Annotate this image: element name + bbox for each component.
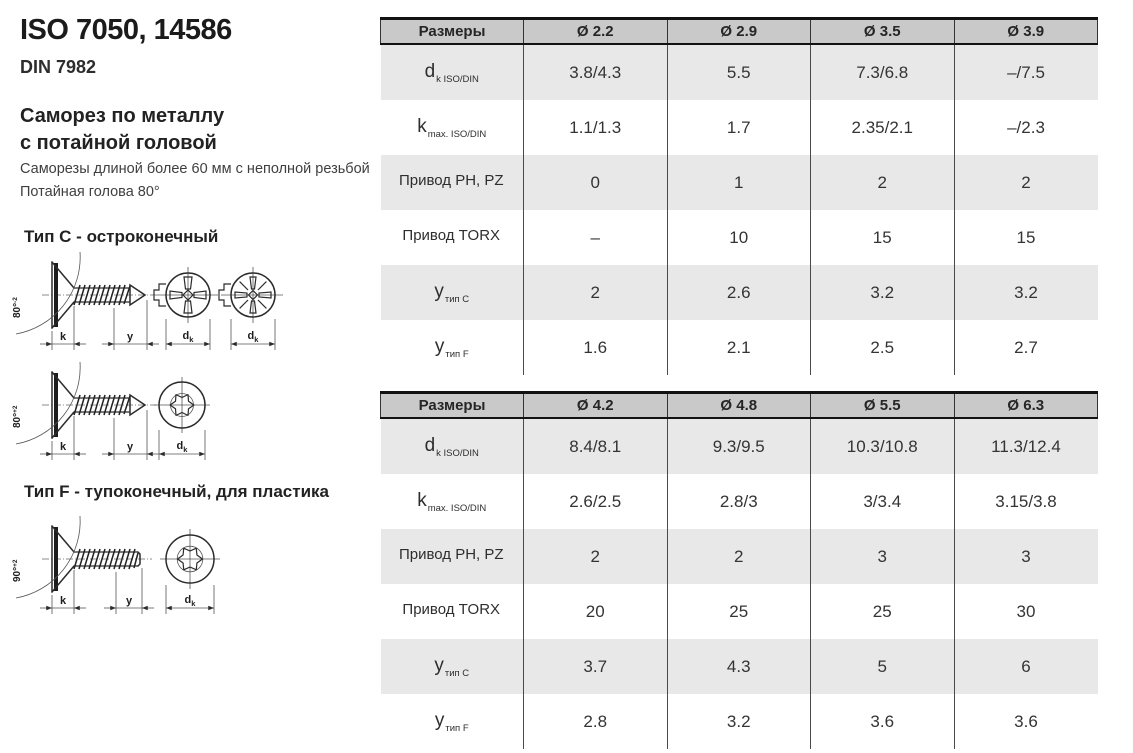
value-cell: 1.7: [667, 100, 811, 155]
value-cell: 6: [954, 639, 1098, 694]
dimension-k-label: k: [59, 331, 67, 343]
header-cell-sizes: Размеры: [381, 19, 524, 45]
value-cell: 3: [954, 529, 1098, 584]
dimension-y-label: y: [126, 441, 134, 453]
header-cell-sizes: Размеры: [381, 393, 524, 419]
value-cell: 3.7: [524, 639, 668, 694]
row-label: $k_{max. ISO/DIN}$: [381, 474, 524, 529]
recess-slot: [54, 527, 58, 591]
value-cell: 2.8: [524, 694, 668, 749]
recess-slot: [54, 373, 58, 437]
header-cell-diameter: Ø 2.9: [667, 19, 811, 45]
value-cell: –/7.5: [954, 44, 1098, 100]
angle-arc: [16, 516, 80, 598]
angle-arc: [16, 362, 80, 444]
description-line2: Потайная голова 80°: [20, 184, 160, 200]
value-cell: 7.3/6.8: [811, 44, 955, 100]
value-cell: 15: [954, 210, 1098, 265]
value-cell: 20: [524, 584, 668, 639]
value-cell: 4.3: [667, 639, 811, 694]
value-cell: –/2.3: [954, 100, 1098, 155]
header-cell-diameter: Ø 5.5: [811, 393, 955, 419]
value-cell: 2: [524, 529, 668, 584]
table-row-drive-torx: [381, 584, 1098, 639]
header-cell-diameter: Ø 4.8: [667, 393, 811, 419]
dimension-dk-label: $d_k$: [184, 594, 196, 608]
value-cell: 3: [811, 529, 955, 584]
value-cell: 2.6: [667, 265, 811, 320]
header-cell-diameter: Ø 3.9: [954, 19, 1098, 45]
header-cell-diameter: Ø 4.2: [524, 393, 668, 419]
value-cell: 3.2: [954, 265, 1098, 320]
type-f-heading: Тип F - тупоконечный, для пластика: [24, 482, 329, 501]
table-row-kmax: [381, 474, 1098, 529]
value-cell: 1.1/1.3: [524, 100, 668, 155]
dimension-y-label: y: [126, 331, 134, 343]
row-label: $y_{тип F}$: [381, 320, 524, 375]
product-name-line2: с потайной головой: [20, 132, 217, 154]
value-cell: 25: [811, 584, 955, 639]
value-cell: 2.7: [954, 320, 1098, 375]
value-cell: 1: [667, 155, 811, 210]
row-label: Привод PH, PZ: [381, 529, 524, 584]
header-cell-diameter: Ø 2.2: [524, 19, 668, 45]
value-cell: 3.6: [811, 694, 955, 749]
value-cell: 2.35/2.1: [811, 100, 955, 155]
table-row-y-type-f: [381, 320, 1098, 375]
value-cell: 9.3/9.5: [667, 418, 811, 474]
table-row-dk: [381, 44, 1098, 100]
value-cell: 11.3/12.4: [954, 418, 1098, 474]
value-cell: 2.8/3: [667, 474, 811, 529]
product-name: [20, 103, 224, 157]
row-label: Привод TORX: [381, 584, 524, 639]
table-row-drive-torx: [381, 210, 1098, 265]
table-row-kmax: [381, 100, 1098, 155]
value-cell: 3.2: [667, 694, 811, 749]
row-label: $y_{тип F}$: [381, 694, 524, 749]
standard-subtitle: DIN 7982: [20, 57, 97, 77]
value-cell: 15: [811, 210, 955, 265]
phillips-head-view: [154, 267, 218, 350]
value-cell: 30: [954, 584, 1098, 639]
header-cell-diameter: Ø 6.3: [954, 393, 1098, 419]
angle-arc: [16, 252, 80, 334]
product-description: [20, 158, 370, 204]
value-cell: 2.5: [811, 320, 955, 375]
dimension-k-label: k: [59, 441, 67, 453]
value-cell: 2: [667, 529, 811, 584]
angle-label: 90°$^{+2}$: [12, 559, 23, 582]
dimensions-table-large-diameters: [380, 391, 1098, 749]
dimension-dk-label: $d_k$: [247, 330, 259, 344]
row-label: Привод TORX: [381, 210, 524, 265]
torx-head-view: [154, 377, 210, 460]
page-title: ISO 7050, 14586: [20, 14, 232, 46]
value-cell: 2: [524, 265, 668, 320]
table-row-drive-ph-pz: [381, 529, 1098, 584]
type-c-heading: Тип C - остроконечный: [24, 227, 219, 246]
value-cell: 5.5: [667, 44, 811, 100]
angle-label: 80°$^{-2}$: [12, 297, 23, 318]
dimension-dk-label: $d_k$: [176, 440, 188, 454]
value-cell: 3.8/4.3: [524, 44, 668, 100]
value-cell: 3.15/3.8: [954, 474, 1098, 529]
value-cell: –: [524, 210, 668, 265]
value-cell: 2.6/2.5: [524, 474, 668, 529]
dimension-y-label: y: [125, 595, 133, 607]
dimension-dk-label: $d_k$: [182, 330, 194, 344]
pozidriv-head-view: [219, 267, 283, 350]
value-cell: 3/3.4: [811, 474, 955, 529]
value-cell: 2: [811, 155, 955, 210]
value-cell: 3.6: [954, 694, 1098, 749]
value-cell: 8.4/8.1: [524, 418, 668, 474]
table-header-row: [381, 393, 1098, 419]
value-cell: 2: [954, 155, 1098, 210]
table-row-y-type-c: [381, 265, 1098, 320]
table-row-dk: [381, 418, 1098, 474]
recess-slot: [54, 263, 58, 327]
type-c-torx-drawing: [10, 356, 310, 468]
value-cell: 10.3/10.8: [811, 418, 955, 474]
value-cell: 3.2: [811, 265, 955, 320]
header-cell-diameter: Ø 3.5: [811, 19, 955, 45]
table-header-row: [381, 19, 1098, 45]
table-row-y-type-f: [381, 694, 1098, 749]
product-name-line1: Саморез по металлу: [20, 105, 225, 127]
value-cell: 1.6: [524, 320, 668, 375]
angle-label: 80°$^{+2}$: [12, 405, 23, 428]
row-label: $d_{k ISO/DIN}$: [381, 418, 524, 474]
type-f-torx-drawing: [10, 510, 310, 625]
value-cell: 25: [667, 584, 811, 639]
row-label: Привод PH, PZ: [381, 155, 524, 210]
table-row-drive-ph-pz: [381, 155, 1098, 210]
value-cell: 5: [811, 639, 955, 694]
row-label: $y_{тип C}$: [381, 265, 524, 320]
torx-head-view: [160, 529, 220, 614]
row-label: $y_{тип C}$: [381, 639, 524, 694]
description-line1: Саморезы длиной более 60 мм с неполной резьбой: [20, 161, 370, 177]
value-cell: 2.1: [667, 320, 811, 375]
row-label: $d_{k ISO/DIN}$: [381, 44, 524, 100]
value-cell: 0: [524, 155, 668, 210]
dimensions-table-small-diameters: [380, 17, 1098, 375]
table-row-y-type-c: [381, 639, 1098, 694]
dimension-k-label: k: [59, 595, 67, 607]
row-label: $k_{max. ISO/DIN}$: [381, 100, 524, 155]
value-cell: 10: [667, 210, 811, 265]
type-c-ph-pz-drawing: [10, 246, 310, 358]
